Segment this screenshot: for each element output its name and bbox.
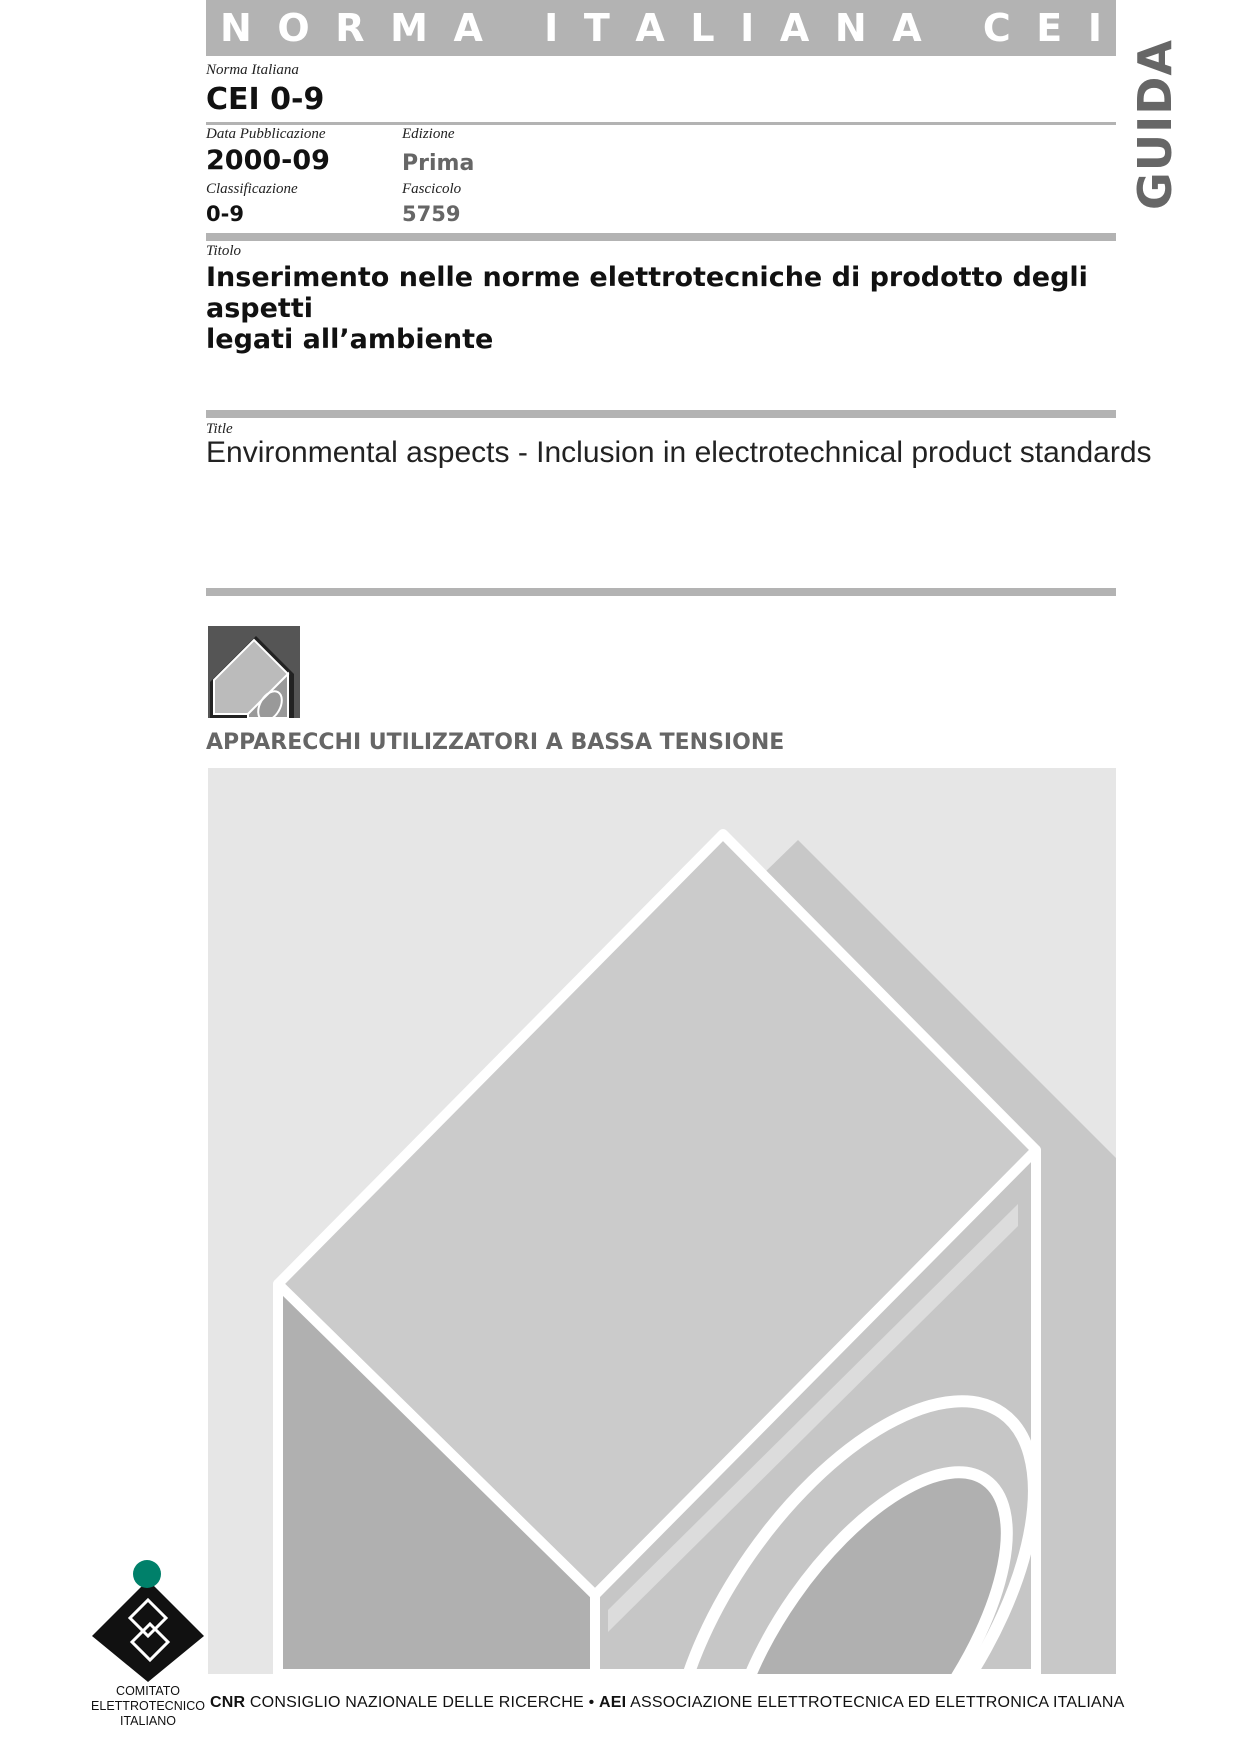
footer-organizations <box>210 1694 1130 1712</box>
washing-machine-icon <box>208 626 300 718</box>
banner-letter: A <box>779 6 810 50</box>
category-heading: APPARECCHI UTILIZZATORI A BASSA TENSIONE <box>206 730 785 755</box>
classificazione-label: Classificazione <box>206 181 298 197</box>
fascicolo-label: Fascicolo <box>402 181 462 197</box>
norma-value: CEI 0-9 <box>206 82 325 117</box>
header-divider <box>206 122 1116 125</box>
banner-letter: A <box>892 6 922 50</box>
titolo-line-2: legati all’ambiente <box>206 324 494 355</box>
cnr-text: CONSIGLIO NAZIONALE DELLE RICERCHE <box>249 1694 584 1711</box>
footer-separator: • <box>588 1694 595 1711</box>
cei-logo <box>88 1558 208 1682</box>
banner-letter: I <box>1087 6 1102 50</box>
banner-letter: M <box>390 6 428 50</box>
banner-letter: O <box>277 6 310 50</box>
data-pubblicazione-value: 2000-09 <box>206 145 330 176</box>
banner-letter: T <box>583 6 610 50</box>
banner-letter: A <box>635 6 665 50</box>
cei-logo-line-2: ELETTROTECNICO <box>91 1699 205 1713</box>
edizione-label: Edizione <box>402 126 455 142</box>
washing-machine-illustration <box>208 768 1116 1674</box>
banner-letter: C <box>982 6 1011 50</box>
titolo-line-1: Inserimento nelle norme elettrotecniche di prodotto degli aspetti <box>206 262 1088 324</box>
aei-text: ASSOCIAZIONE ELETTROTECNICA ED ELETTRONICA ITALIANA <box>630 1694 1125 1711</box>
category-divider <box>206 588 1116 596</box>
title-en-text: Environmental aspects - Inclusion in electrotechnical product standards <box>206 436 1152 469</box>
banner-letter: L <box>690 6 715 50</box>
guida-side-label: GUIDA <box>1128 38 1182 210</box>
aei-abbr: AEI <box>599 1694 627 1711</box>
cei-logo-text <box>88 1684 208 1729</box>
fascicolo-value: 5759 <box>402 202 461 226</box>
cei-logo-line-1: COMITATO <box>116 1684 180 1698</box>
banner-letter: I <box>544 6 559 50</box>
title-divider <box>206 233 1116 241</box>
classificazione-value: 0-9 <box>206 202 244 226</box>
banner-letter: N <box>834 6 867 50</box>
titolo-text <box>206 262 1106 355</box>
banner-letter: A <box>453 6 483 50</box>
norma-label: Norma Italiana <box>206 62 299 78</box>
titolo-label: Titolo <box>206 243 242 259</box>
title-label: Title <box>206 421 233 437</box>
edizione-value: Prima <box>402 151 475 176</box>
cnr-abbr: CNR <box>210 1694 246 1711</box>
data-pubblicazione-label: Data Pubblicazione <box>206 126 326 142</box>
cei-logo-line-3: ITALIANO <box>119 1714 177 1728</box>
banner-letter: I <box>740 6 755 50</box>
title-en-divider <box>206 410 1116 418</box>
banner-letter: R <box>335 6 365 50</box>
top-banner <box>206 0 1116 56</box>
banner-letter: N <box>220 6 252 50</box>
banner-letter: E <box>1036 6 1063 50</box>
